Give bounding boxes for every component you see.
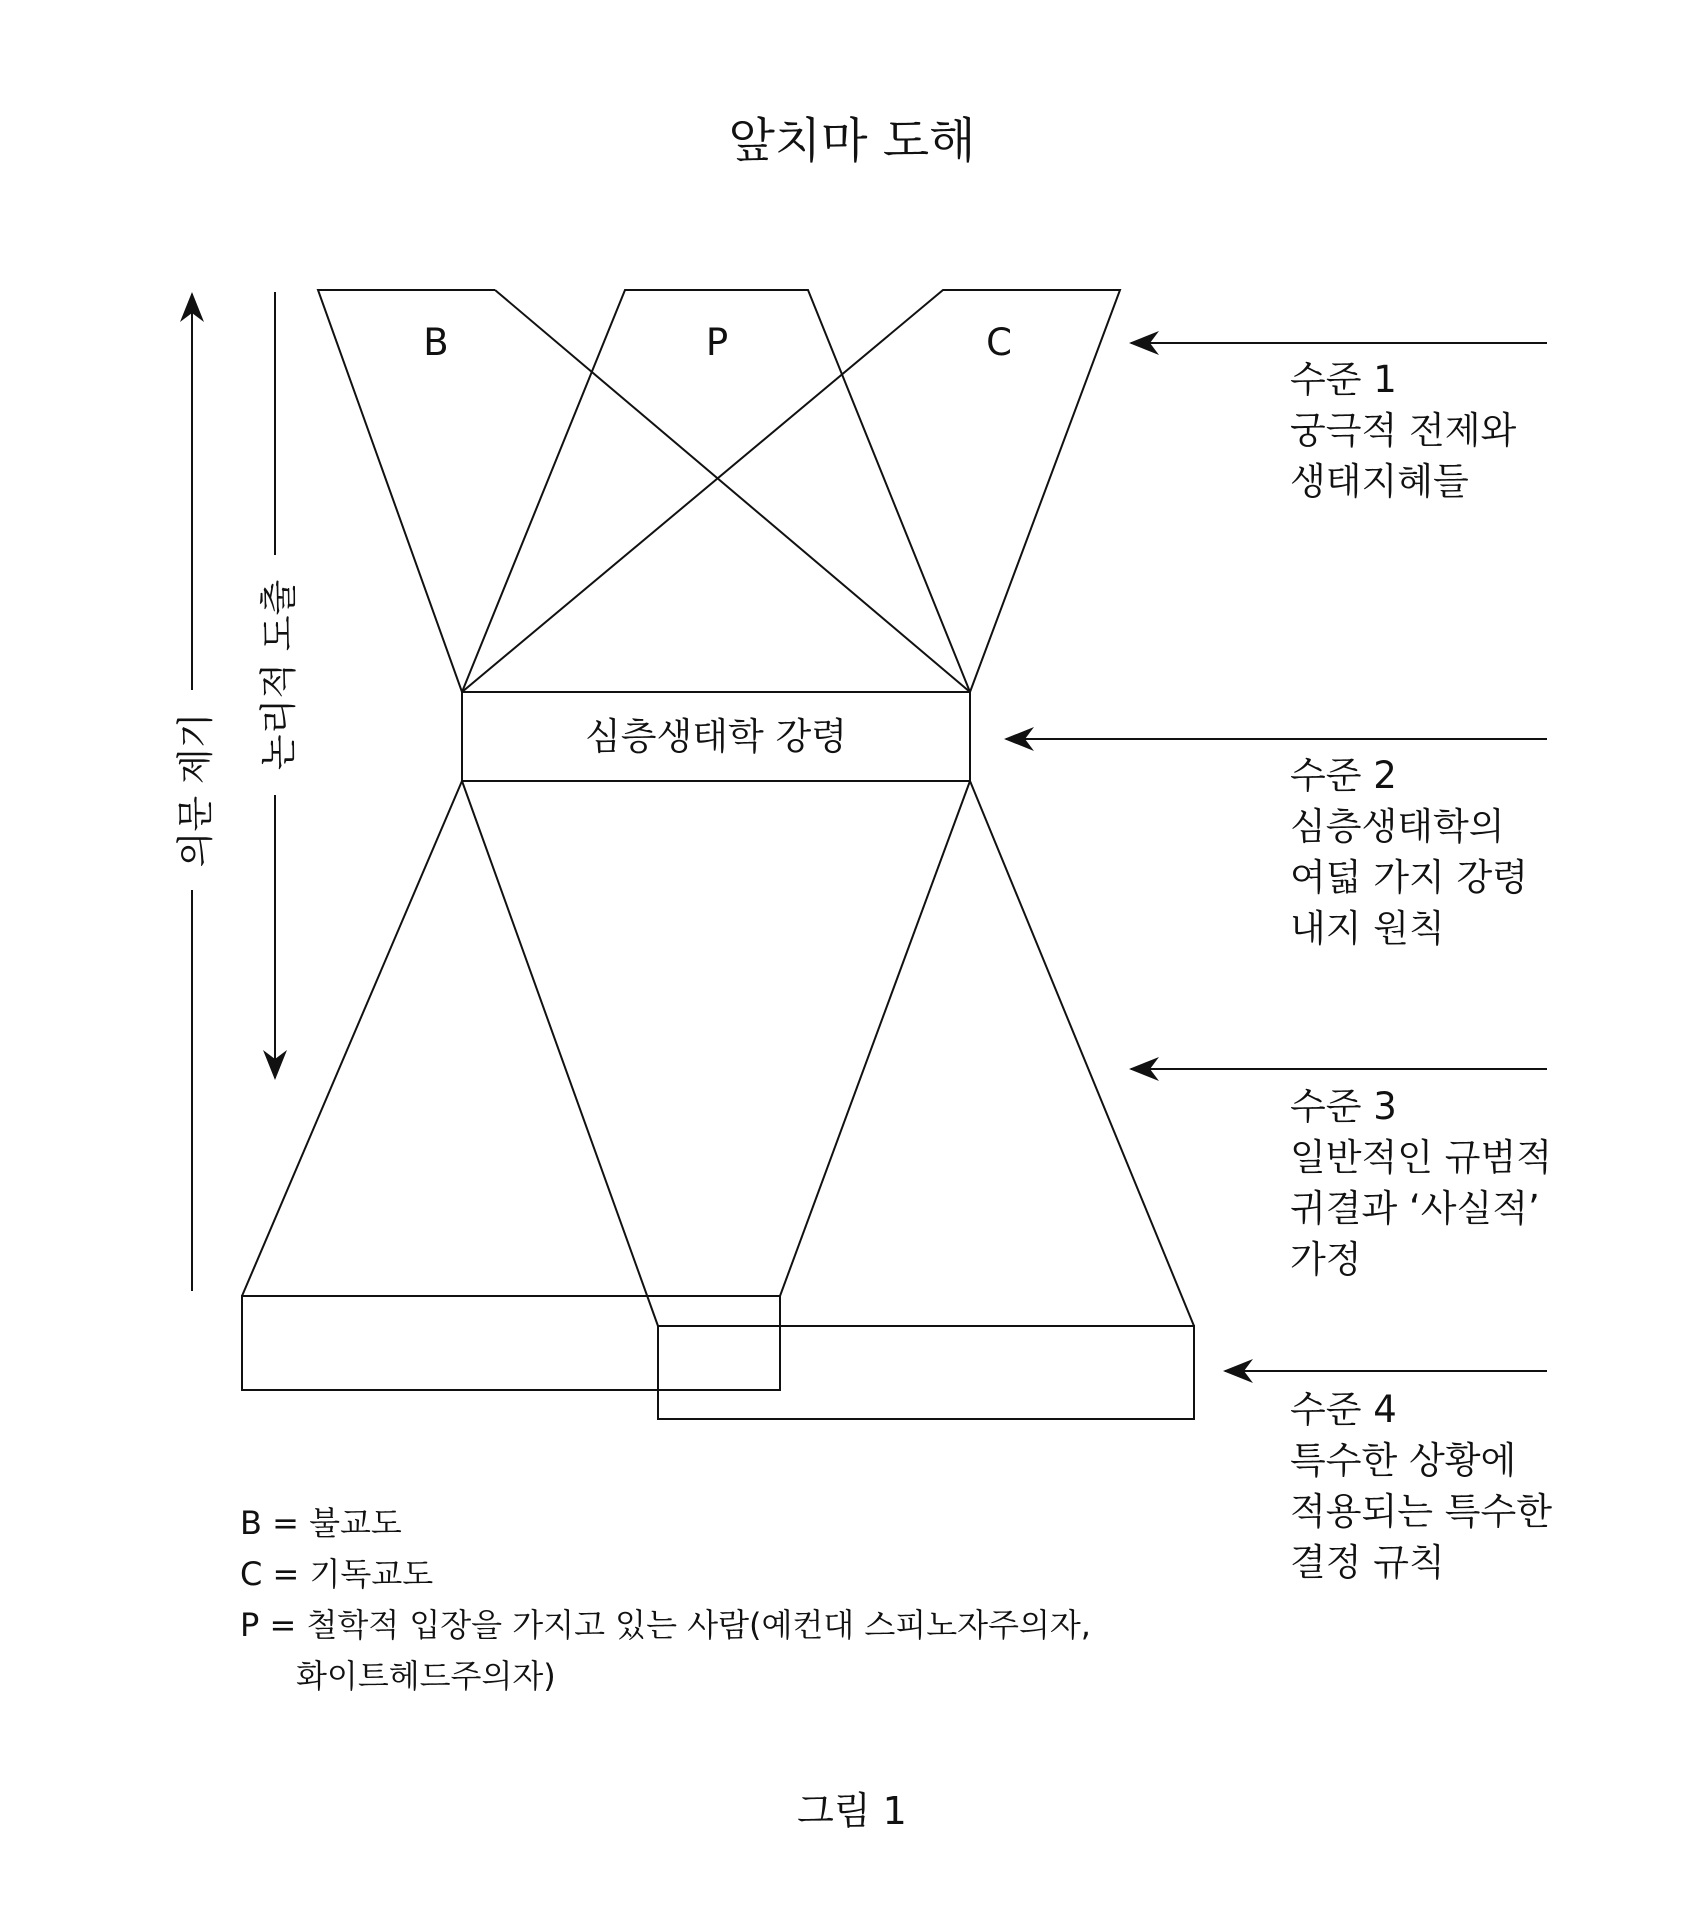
level-4-heading: 수준 4 — [1290, 1388, 1397, 1431]
legend-item-c: C = 기독교도 — [240, 1555, 434, 1593]
derivation-label: 논리적 도출 — [257, 579, 300, 771]
b-diagonal — [495, 290, 970, 692]
legend — [240, 1498, 1091, 1702]
questioning-label: 의문 제기 — [174, 712, 217, 868]
level-2-heading: 수준 2 — [1290, 754, 1397, 797]
level-3-line: 가정 — [1290, 1238, 1362, 1281]
level-4-line: 적용되는 특수한 — [1290, 1490, 1552, 1533]
level-2-line: 여덟 가지 강령 — [1290, 856, 1528, 899]
legend-item-p: P = 철학적 입장을 가지고 있는 사람(예컨대 스피노자주의자, — [240, 1606, 1091, 1644]
figure-caption: 그림 1 — [797, 1789, 907, 1833]
level-4-line: 특수한 상황에 — [1290, 1439, 1517, 1482]
legend-item-p-continued: 화이트헤드주의자) — [296, 1657, 556, 1695]
right-outer-line — [970, 781, 1194, 1326]
level-4-description — [1290, 1384, 1552, 1588]
level-3-description — [1290, 1081, 1552, 1285]
level-4-line: 결정 규칙 — [1290, 1541, 1445, 1584]
level-1-description — [1290, 354, 1516, 507]
label-p: P — [705, 321, 729, 364]
level-1-heading: 수준 1 — [1290, 358, 1397, 401]
legend-item-b: B = 불교도 — [240, 1504, 402, 1542]
level-1-line: 궁극적 전제와 — [1290, 409, 1517, 452]
level-2-line: 내지 원칙 — [1290, 907, 1445, 950]
page-title: 앞치마 도해 — [728, 113, 976, 169]
label-c: C — [986, 321, 1012, 364]
level-3-line: 귀결과 ‘사실적’ — [1290, 1187, 1540, 1230]
level-2-line: 심층생태학의 — [1290, 805, 1505, 848]
level-3-heading: 수준 3 — [1290, 1085, 1397, 1128]
level4-box-left — [242, 1296, 780, 1390]
platform-label: 심층생태학 강령 — [585, 715, 847, 758]
level-3-line: 일반적인 규범적 — [1290, 1136, 1552, 1179]
right-inner-line — [780, 781, 970, 1296]
label-b: B — [423, 321, 449, 364]
level4-box-right — [658, 1326, 1194, 1419]
level-2-description — [1290, 750, 1528, 954]
level-1-line: 생태지혜들 — [1290, 460, 1469, 503]
c-wedge — [462, 290, 1120, 692]
left-inner-line — [462, 781, 658, 1326]
